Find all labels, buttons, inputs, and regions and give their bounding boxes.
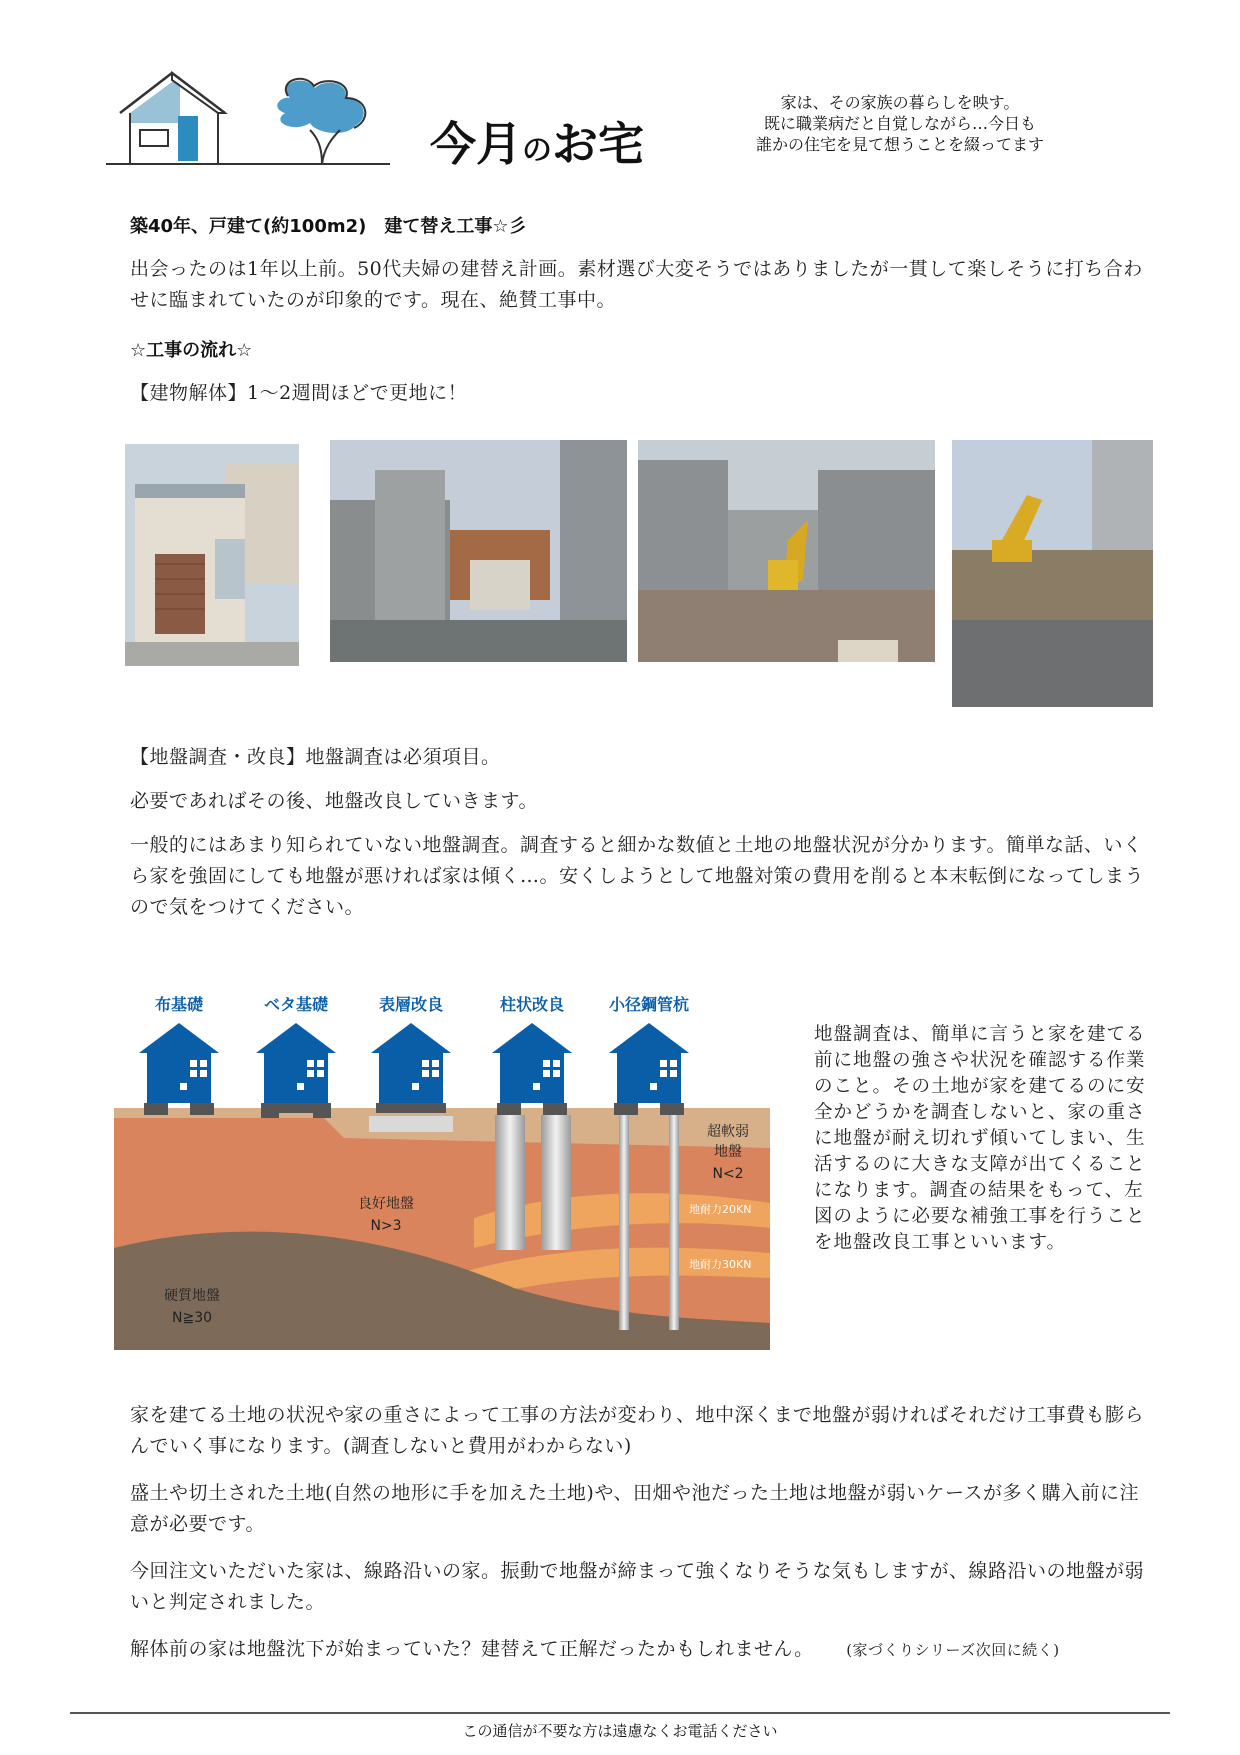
paragraph-3: 家を建てる土地の状況や家の重さによって工事の方法が変わり、地中深くまで地盤が弱ければそれだけ工事費も膨らんでいく事になります。(調査しないと費用がわからない)	[130, 1404, 1145, 1457]
diagram-label: 表層改良	[378, 995, 444, 1014]
intro-paragraph: 出会ったのは1年以上前。50代夫婦の建替え計画。素材選び大変そうではありましたが一貫して楽しそうに打ち合わせに臨まれていたのが印象的です。現在、絶賛工事中。	[130, 258, 1143, 311]
title-particle: の	[522, 133, 552, 168]
title-end: お宅	[552, 117, 644, 171]
footer-divider	[70, 1712, 1170, 1714]
hard-ground-value: N≧30	[171, 1310, 213, 1326]
tagline-line: 誰かの住宅を見て想うことを綴ってます	[755, 135, 1044, 154]
page-title	[430, 108, 644, 174]
ground-paragraph-1: 必要であればその後、地盤改良していきます。	[130, 790, 538, 812]
photo-excavator-debris	[638, 440, 935, 662]
continued-note: (家づくりシリーズ次回に続く)	[846, 1641, 1060, 1659]
bearing-30-label: 地耐力30KN	[689, 1258, 752, 1271]
good-ground-label: 良好地盤	[358, 1196, 414, 1212]
paragraph-5: 今回注文いただいた家は、線路沿いの家。振動で地盤が締まって強くなりそうな気もしますが、線路沿いの地盤が弱いと判定されました。	[130, 1560, 1145, 1613]
diagram-label: 小径鋼管杭	[608, 995, 690, 1014]
article-headline: 築40年、戸建て(約100m2) 建て替え工事☆彡	[130, 216, 527, 237]
diagram-label: 布基礎	[154, 995, 204, 1014]
soft-ground-value: N<2	[712, 1166, 744, 1182]
flow-heading: ☆工事の流れ☆	[130, 340, 253, 361]
photo-demolition-sheet	[330, 440, 627, 662]
header-illustration	[100, 68, 400, 168]
soil-column	[541, 1115, 571, 1250]
footer-text: この通信が不要な方は遠慮なくお電話ください	[462, 1722, 778, 1740]
photo-cleared-site	[952, 440, 1153, 707]
side-explanation: 地盤調査は、簡単に言うと家を建てる前に地盤の強さや状況を確認する作業のこと。その土地が家を建てるのに安全かどうかを調査しないと、家の重さに地盤が耐え切れず傾いてしまい、生活するのに大きな支障が出てくることになります。調査の結果をもって、左図のように必要な補強工事を行うことを地盤改良工事といいます。	[814, 1024, 1146, 1253]
diagram-label: 柱状改良	[499, 995, 565, 1014]
diagram-label: ベタ基礎	[263, 995, 329, 1014]
demolition-caption: 【建物解体】1～2週間ほどで更地に！	[130, 382, 468, 404]
soft-ground-label: 地盤	[714, 1144, 742, 1160]
steel-pile	[669, 1115, 679, 1330]
tagline	[720, 92, 1080, 155]
hard-ground-label: 硬質地盤	[164, 1288, 220, 1304]
tagline-line: 家は、その家族の暮らしを映す。	[780, 93, 1020, 112]
photo-old-house	[125, 444, 299, 666]
title-main: 今月	[430, 117, 522, 171]
surface-improvement-slab	[369, 1116, 453, 1132]
ground-paragraph-2: 一般的にはあまり知られていない地盤調査。調査すると細かな数値と土地の地盤状況が分かります。簡単な話、いくら家を強固にしても地盤が悪ければ家は傾く…。安くしようとして地盤対策の費用を削ると本末転倒になってしまうので気をつけてください。	[130, 834, 1145, 918]
paragraph-4: 盛土や切土された土地(自然の地形に手を加えた土地)や、田畑や池だった土地は地盤が弱いケースが多く購入前に注意が必要です。	[130, 1482, 1139, 1535]
bearing-20-label: 地耐力20KN	[689, 1203, 752, 1216]
ground-improvement-diagram	[114, 988, 770, 1350]
ground-title: 【地盤調査・改良】地盤調査は必須項目。	[130, 746, 501, 768]
good-ground-value: N>3	[370, 1218, 402, 1234]
tagline-line: 既に職業病だと自覚しながら…今日も	[763, 114, 1036, 133]
paragraph-6	[130, 1634, 1150, 1666]
soil-column	[495, 1115, 525, 1250]
paragraph-6-text: 解体前の家は地盤沈下が始まっていた？建替えて正解だったかもしれません。	[130, 1638, 814, 1660]
steel-pile	[619, 1115, 629, 1330]
soft-ground-label: 超軟弱	[707, 1124, 749, 1140]
